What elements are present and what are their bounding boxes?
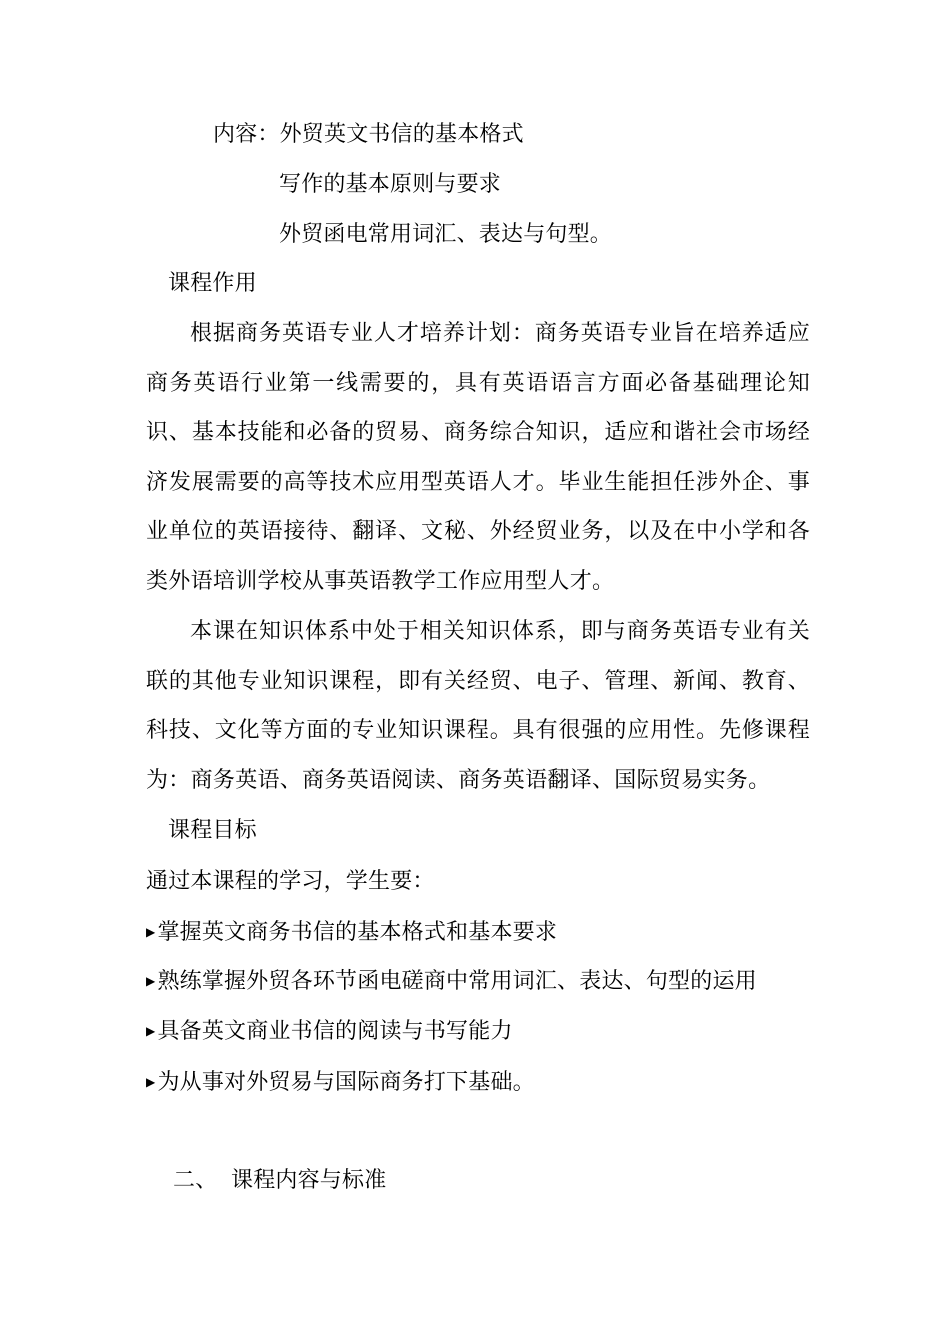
content-item-3: 外贸函电常用词汇、表达与句型。 <box>279 222 613 247</box>
goal-item-text: 为从事对外贸易与国际商务打下基础。 <box>157 1070 535 1095</box>
goal-item-4 <box>146 1067 535 1098</box>
bullet-icon: ▶ <box>146 925 156 939</box>
content-item-1: 外贸英文书信的基本格式 <box>279 122 524 147</box>
course-role-heading: 课程作用 <box>168 271 257 296</box>
course-goals-heading: 课程目标 <box>168 818 257 843</box>
bullet-icon: ▶ <box>146 1024 156 1038</box>
course-goals-intro: 通过本课程的学习，学生要： <box>146 869 435 894</box>
course-role-paragraph-1: 根据商务英语专业人才培养计划：商务英语专业旨在培养适应商务英语行业第一线需要的，具有英语语言方面必备基础理论知识、基本技能和必备的贸易、商务综合知识，适应和谐社会市场经济发展需要的高等技术应用型英语人才。毕业生能担任涉外企、事业单位的英语接待、翻译、文秘、外经贸业务，以及在中小学和各类外语培训学校从事英语教学工作应用型人才。 <box>146 321 810 594</box>
section-two-title: 课程内容与标准 <box>231 1168 387 1193</box>
course-role-paragraph-2: 本课在知识体系中处于相关知识体系，即与商务英语专业有关联的其他专业知识课程，即有关经贸、电子、管理、新闻、教育、科技、文化等方面的专业知识课程。具有很强的应用性。先修课程为：商务英语、商务英语阅读、商务英语翻译、国际贸易实务。 <box>146 619 810 793</box>
goal-item-text: 熟练掌握外贸各环节函电磋商中常用词汇、表达、句型的运用 <box>157 969 757 994</box>
goal-item-text: 具备英文商业书信的阅读与书写能力 <box>157 1019 513 1044</box>
goal-item-3 <box>146 1016 513 1047</box>
goal-item-1 <box>146 917 557 948</box>
bullet-icon: ▶ <box>146 1075 156 1089</box>
goal-item-text: 掌握英文商务书信的基本格式和基本要求 <box>157 920 558 945</box>
content-item-2: 写作的基本原则与要求 <box>279 172 502 197</box>
content-line-1 <box>213 120 524 150</box>
section-two-number: 二、 <box>173 1168 218 1193</box>
bullet-icon: ▶ <box>146 974 156 988</box>
content-label: 内容： <box>213 122 280 147</box>
goal-item-2 <box>146 966 757 997</box>
